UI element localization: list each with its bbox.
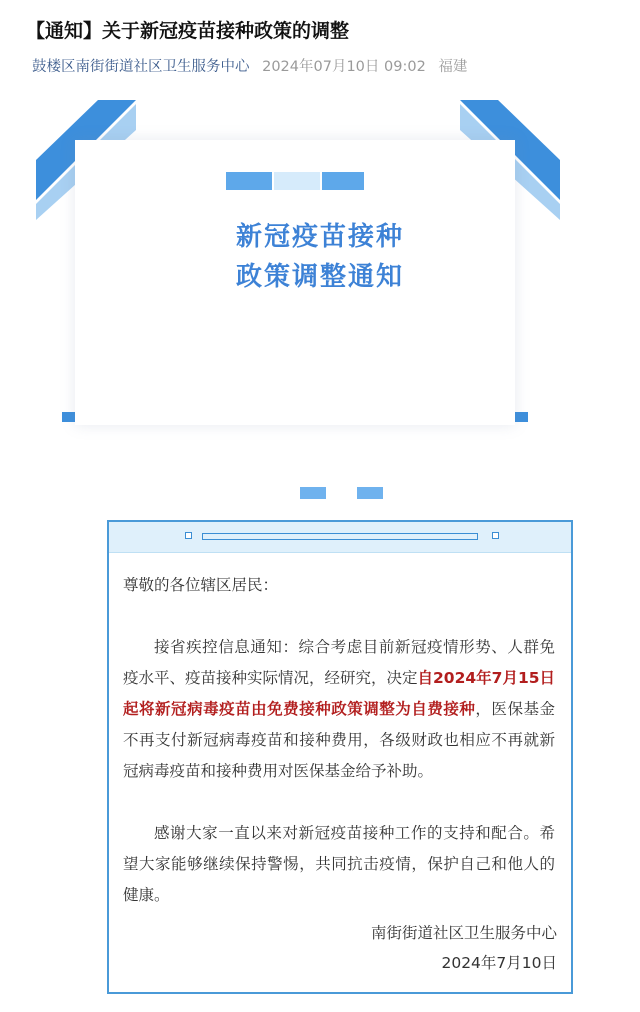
notice-paragraph-2: 感谢大家一直以来对新冠疫苗接种工作的支持和配合。希望大家能够继续保持警惕，共同抗击疫情，保护自己和他人的健康。 — [123, 824, 555, 904]
publish-region: 福建 — [438, 59, 468, 75]
banner-deco-bar — [274, 172, 320, 190]
notice-greeting: 尊敬的各位辖区居民： — [123, 576, 279, 594]
header-square-right — [492, 532, 499, 539]
article-title: 【通知】关于新冠疫苗接种政策的调整 — [26, 20, 350, 42]
notice-p1-text-end: ，医保基金不再支付新冠病毒疫苗和接种费用，各级财政也相应不再就新冠病毒疫苗和接种费用对医保基金给予补助。 — [123, 700, 555, 780]
account-name-link[interactable]: 鼓楼区南街街道社区卫生服务中心 — [32, 59, 250, 75]
banner-heading-line2: 政策调整通知 — [235, 262, 404, 292]
section-divider-bar — [357, 487, 383, 499]
signature-date: 2024年7月10日 — [441, 954, 557, 972]
header-square-left — [185, 532, 192, 539]
banner-heading-line1: 新冠疫苗接种 — [235, 222, 404, 252]
notice-box — [107, 520, 573, 994]
signature-org: 南街街道社区卫生服务中心 — [370, 924, 557, 942]
banner-deco-bar — [322, 172, 364, 190]
notice-p1-highlight: 自2024年7月15日起将新冠病毒疫苗由免费接种政策调整为自费接种 — [123, 669, 556, 718]
banner-image — [0, 100, 640, 435]
section-divider-bar — [300, 487, 326, 499]
header-line — [202, 533, 478, 540]
notice-signature — [371, 918, 557, 978]
article-meta — [32, 55, 632, 79]
notice-p1-text: 接省疾控信息通知：综合考虑目前新冠疫情形势、人群免疫水平、疫苗接种实际情况，经研究，决定 — [123, 638, 555, 687]
publish-time: 2024年07月10日 09:02 — [262, 59, 426, 75]
notice-paragraph-1 — [123, 632, 555, 787]
notice-body — [123, 570, 555, 911]
banner-deco-bar — [226, 172, 272, 190]
notice-box-header — [109, 522, 571, 553]
